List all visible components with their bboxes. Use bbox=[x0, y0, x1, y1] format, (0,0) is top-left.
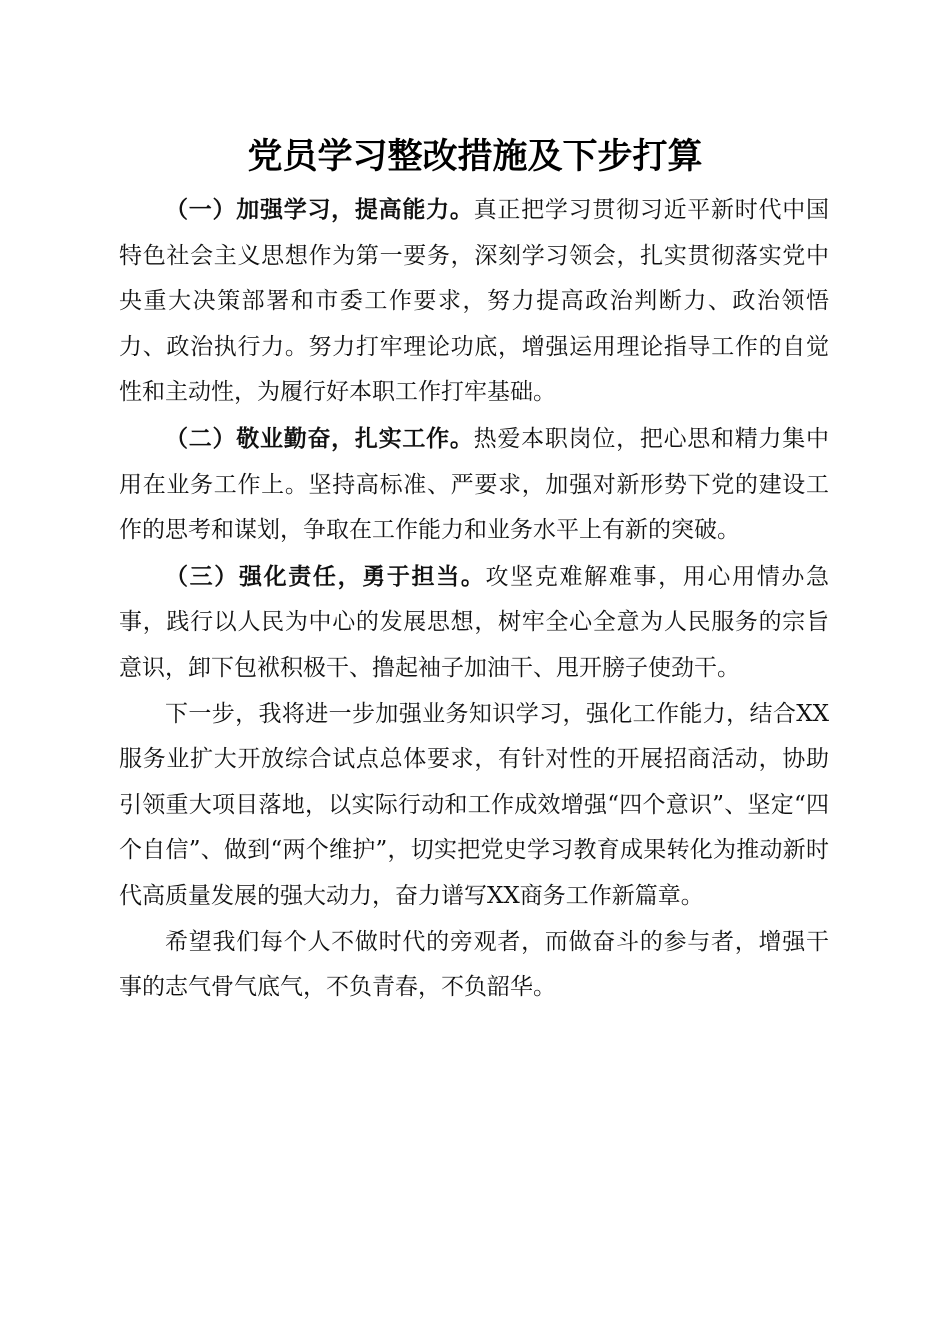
paragraph-text: 希望我们每个人不做时代的旁观者，而做奋斗的参与者，增强干事的志气骨气底气，不负青春，不负韶华。 bbox=[119, 928, 829, 1001]
paragraph-responsibility bbox=[119, 554, 829, 692]
paragraph-text: 下一步，我将进一步加强业务知识学习，强化工作能力，结合XX服务业扩大开放综合试点总体要求，有针对性的开展招商活动，协助引领重大项目落地，以实际行动和工作成效增强“四个意识”、坚定“四个自信”、做到“两个维护”，切实把党史学习教育成果转化为推动新时代高质量发展的强大动力，奋力谱写XX商务工作新篇章。 bbox=[119, 700, 829, 909]
paragraph-heading: （二）敬业勤奋，扎实工作。 bbox=[165, 424, 474, 452]
paragraph-dedicated-work bbox=[119, 416, 829, 554]
document-title: 党员学习整改措施及下步打算 bbox=[247, 136, 703, 177]
paragraph-text: 真正把学习贯彻习近平新时代中国特色社会主义思想作为第一要务，深刻学习领会，扎实贯彻落实党中央重大决策部署和市委工作要求，努力提高政治判断力、政治领悟力、政治执行力。努力打牢理论功底，增强运用理论指导工作的自觉性和主动性，为履行好本职工作打牢基础。 bbox=[119, 197, 830, 406]
paragraph-next-steps bbox=[119, 692, 829, 920]
paragraph-text: 热爱本职岗位，把心思和精力集中用在业务工作上。坚持高标准、严要求，加强对新形势下党的建设工作的思考和谋划，争取在工作能力和业务水平上有新的突破。 bbox=[119, 425, 830, 544]
paragraph-heading: （三）强化责任，勇于担当。 bbox=[165, 562, 486, 590]
paragraph-text: 攻坚克难解难事，用心用情办急事，践行以人民为中心的发展思想，树牢全心全意为人民服务的宗旨意识，卸下包袱积极干、撸起袖子加油干、甩开膀子使劲干。 bbox=[119, 563, 830, 681]
paragraph-closing bbox=[119, 920, 829, 1011]
document-body bbox=[119, 187, 829, 1011]
paragraph-strengthen-learning bbox=[119, 187, 829, 416]
paragraph-heading: （一）加强学习，提高能力。 bbox=[165, 196, 474, 223]
